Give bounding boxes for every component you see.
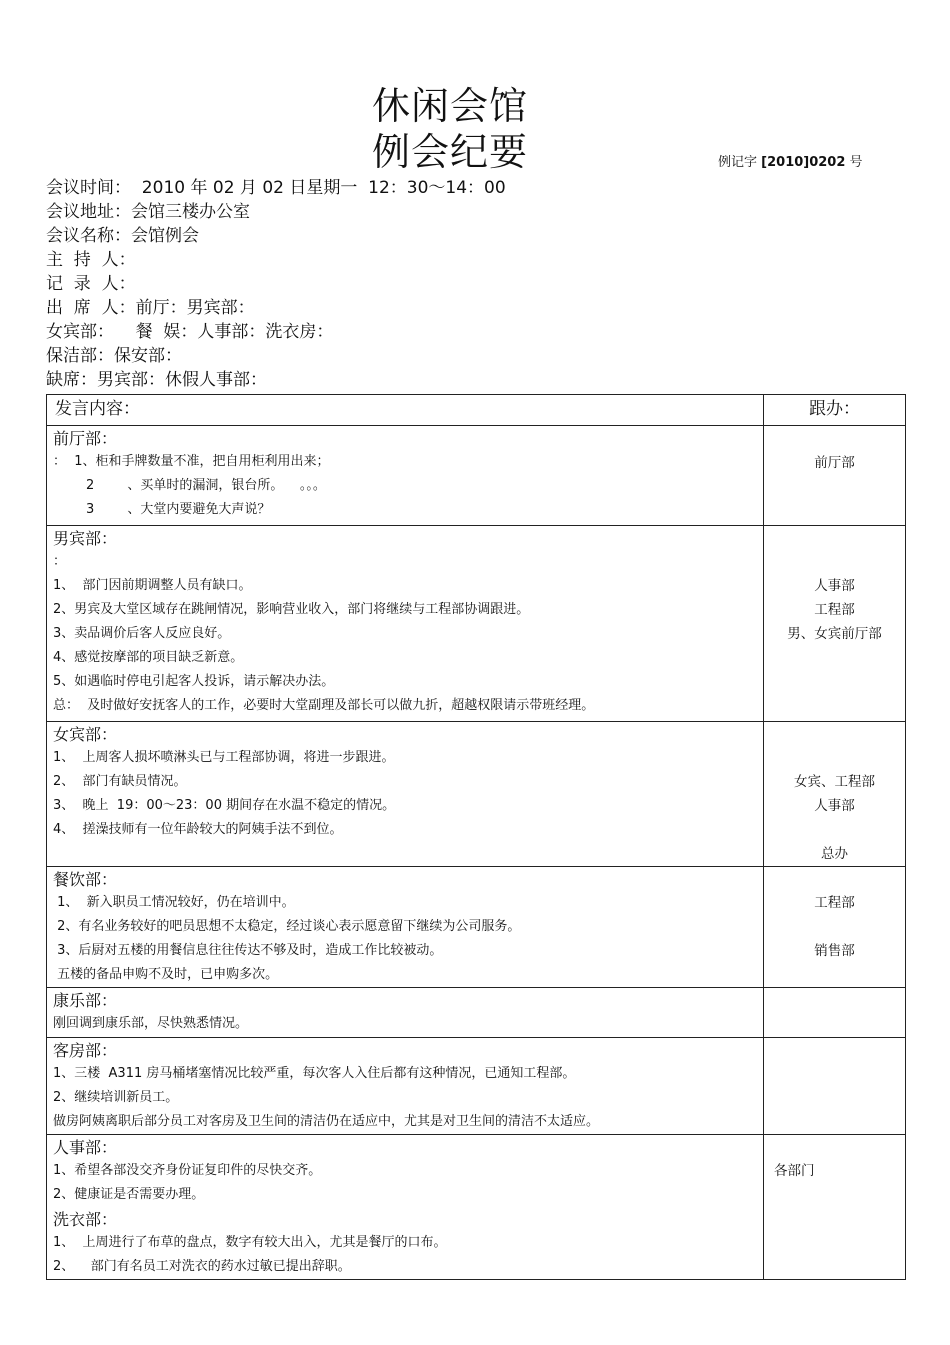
meta-attendees: 出 席 人：前厅：男宾部：	[46, 298, 255, 318]
section-title-female: 女宾部：	[53, 725, 118, 744]
owner-dining-1: 工程部	[814, 895, 855, 911]
list-item: 1、三楼 A311 房马桶堵塞情况比较严重，每次客人入住后都有这种情况，已通知工程部。	[53, 1066, 576, 1081]
section-title-front: 前厅部：	[53, 429, 118, 448]
minutes-table	[46, 394, 906, 1280]
meta-recorder: 记 录 人：	[46, 274, 136, 294]
meta-absent: 缺席：男宾部：休假人事部：	[46, 370, 267, 390]
list-item: 3、卖品调价后客人反应良好。	[53, 626, 231, 641]
owner-front: 前厅部	[814, 455, 855, 471]
owner-male-1: 人事部	[814, 578, 855, 594]
summary-line: 总： 及时做好安抚客人的工作，必要时大堂副理及部长可以做九折，超越权限请示带班经理。	[53, 698, 595, 713]
list-item: 2、继续培训新员工。	[53, 1090, 179, 1105]
section-recreation	[47, 988, 906, 1038]
owner-male-3: 男、女宾前厅部	[787, 626, 882, 642]
list-item: 刚回调到康乐部，尽快熟悉情况。	[53, 1016, 249, 1031]
meta-name: 会议名称：会馆例会	[46, 226, 199, 246]
section-female	[47, 722, 906, 867]
list-item: 2、 部门有名员工对洗衣的药水过敏已提出辞职。	[53, 1259, 351, 1274]
section-title-laundry: 洗衣部：	[53, 1210, 118, 1229]
list-item: 2 、买单时的漏洞，银台所。 。。。	[53, 478, 326, 493]
section-rooms	[47, 1038, 906, 1135]
list-item: 3 、大堂内要避免大声说？	[53, 502, 271, 517]
section-title-dining: 餐饮部：	[53, 870, 118, 889]
section-title-recreation: 康乐部：	[53, 991, 118, 1010]
owner-hr: 各部门	[774, 1163, 815, 1179]
section-hr	[47, 1135, 906, 1280]
colon-line: ：	[53, 554, 67, 569]
title-line1: 休闲会馆	[372, 84, 529, 128]
list-item: ： 1、柜和手牌数量不准，把自用柜利用出来；	[53, 454, 330, 469]
doc-number: [2010]0202	[761, 155, 846, 170]
section-title-hr: 人事部：	[53, 1138, 118, 1157]
doc-suffix: 号	[849, 155, 863, 170]
meta-location: 会议地址：会馆三楼办公室	[46, 202, 250, 222]
list-item: 做房阿姨离职后部分员工对客房及卫生间的清洁仍在适应中，尤其是对卫生间的清洁不太适应。	[53, 1114, 600, 1129]
list-item: 1、希望各部没交齐身份证复印件的尽快交齐。	[53, 1163, 322, 1178]
list-item: 1、 上周客人损坏喷淋头已与工程部协调，将进一步跟进。	[53, 750, 395, 765]
meta-attendees-2: 女宾部： 餐 娱：人事部：洗衣房：	[46, 322, 334, 342]
title-line2: 例会纪要	[372, 130, 529, 174]
owner-dining-2: 销售部	[814, 943, 855, 959]
owner-female-2: 人事部	[814, 798, 855, 814]
list-item: 4、 搓澡技师有一位年龄较大的阿姨手法不到位。	[53, 822, 343, 837]
section-male	[47, 526, 906, 722]
doc-prefix: 例记字	[718, 155, 758, 170]
list-item: 3、 晚上 19：00～23：00 期间存在水温不稳定的情况。	[53, 798, 396, 813]
section-dining	[47, 867, 906, 988]
list-item: 3、后厨对五楼的用餐信息往往传达不够及时，造成工作比较被动。	[53, 943, 443, 958]
header-content: 发言内容：	[47, 395, 764, 426]
list-item: 1、 上周进行了布草的盘点，数字有较大出入，尤其是餐厅的口布。	[53, 1235, 447, 1250]
document-number	[718, 151, 863, 170]
list-item: 2、 部门有缺员情况。	[53, 774, 187, 789]
list-item: 1、 新入职员工情况较好，仍在培训中。	[53, 895, 295, 910]
meta-host: 主 持 人：	[46, 250, 136, 270]
list-item: 五楼的备品申购不及时，已申购多次。	[53, 967, 279, 982]
list-item: 2、有名业务较好的吧员思想不太稳定，经过谈心表示愿意留下继续为公司服务。	[53, 919, 521, 934]
owner-female-3: 总办	[821, 846, 848, 862]
meta-time: 会议时间： 2010 年 02 月 02 日星期一 12：30～14：00	[46, 178, 506, 198]
list-item: 2、健康证是否需要办理。	[53, 1187, 205, 1202]
list-item: 4、感觉按摩部的项目缺乏新意。	[53, 650, 244, 665]
list-item: 2、男宾及大堂区域存在跳闸情况，影响营业收入，部门将继续与工程部协调跟进。	[53, 602, 530, 617]
table-header-row	[47, 395, 906, 426]
list-item: 1、 部门因前期调整人员有缺口。	[53, 578, 252, 593]
meta-attendees-3: 保洁部：保安部：	[46, 346, 182, 366]
owner-male-2: 工程部	[814, 602, 855, 618]
section-title-rooms: 客房部：	[53, 1041, 118, 1060]
list-item: 5、如遇临时停电引起客人投诉，请示解决办法。	[53, 674, 335, 689]
owner-female-1: 女宾、工程部	[794, 774, 875, 790]
header-owner: 跟办：	[764, 395, 906, 426]
section-front	[47, 426, 906, 526]
section-title-male: 男宾部：	[53, 529, 118, 548]
